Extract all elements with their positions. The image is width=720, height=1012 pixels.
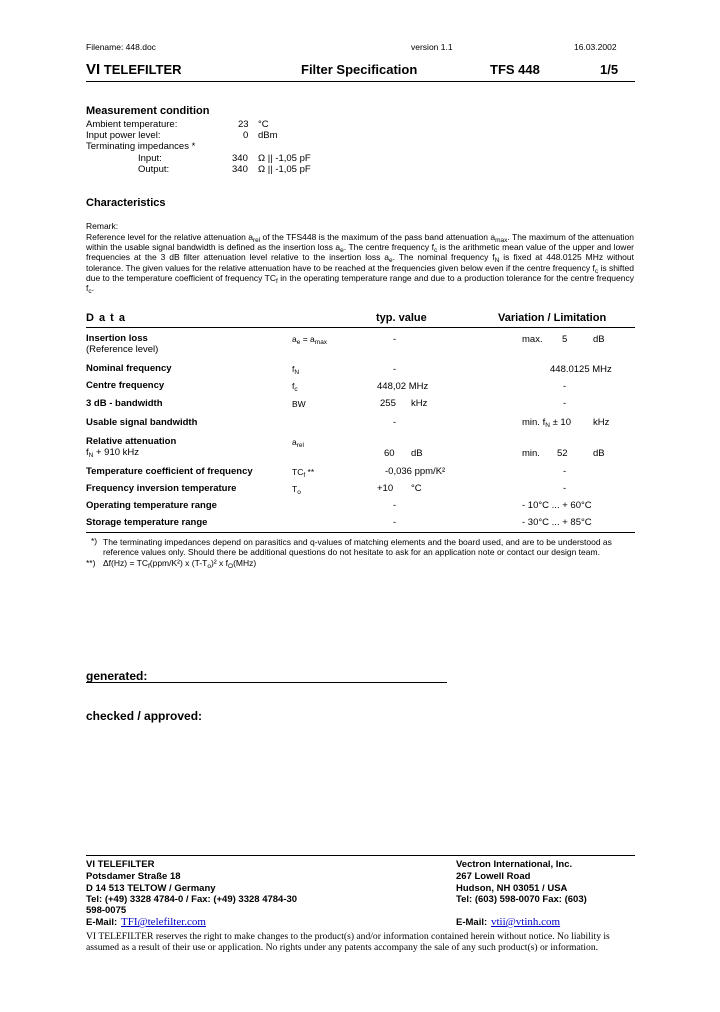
usable-bandwidth-var-unit: kHz xyxy=(593,417,610,428)
insertion-loss-var-unit: dB xyxy=(593,334,605,345)
footer-right-tel: Tel: (603) 598-0070 Fax: (603) xyxy=(456,894,587,905)
centre-frequency-var: - xyxy=(563,381,567,392)
output-unit: Ω || -1,05 pF xyxy=(258,164,311,175)
nominal-frequency-label: Nominal frequency xyxy=(86,363,172,374)
characteristics-heading: Characteristics xyxy=(86,197,166,209)
centre-frequency-symbol: $f_c$ xyxy=(292,381,298,393)
relative-attenuation-var-unit: dB xyxy=(593,448,605,459)
bandwidth-3db-typ: 255 xyxy=(380,398,396,409)
footer-left-street: Potsdamer Straße 18 xyxy=(86,871,181,882)
relative-attenuation-label: Relative attenuation xyxy=(86,436,177,447)
usable-bandwidth-typ: - xyxy=(393,417,397,428)
disclaimer-line-2: assumed as a result of their use or application. No rights under any patents accompany the sale of any such product(s) or information. xyxy=(86,942,599,953)
inversion-temp-var: - xyxy=(563,483,567,494)
version: version 1.1 xyxy=(411,42,453,52)
insertion-loss-sublabel: (Reference level) xyxy=(86,344,159,355)
footnote-2-formula: $\Delta f(Hz) = TC_f(ppm/K^2)$ x $(T-T_o)^2$ x $f_O(MHz)$ xyxy=(103,558,257,570)
footnote-1-mark: *) xyxy=(91,536,98,546)
nominal-frequency-symbol: $f_N$ xyxy=(292,364,300,376)
footer-right-tel-continued: 598-0075 xyxy=(86,905,127,916)
relative-attenuation-symbol: $a_{rel}$ xyxy=(292,437,304,449)
temp-coefficient-symbol: $TC_f$ ** xyxy=(292,467,315,479)
col-data-header: D a t a xyxy=(86,312,127,324)
inversion-temp-typ-unit: °C xyxy=(411,483,422,494)
page-number: 1/5 xyxy=(600,62,619,77)
footer-right-name: Vectron International, Inc. xyxy=(456,859,573,870)
date: 16.03.2002 xyxy=(574,42,617,52)
insertion-loss-var: max. xyxy=(522,334,543,345)
temp-coefficient-var: - xyxy=(563,466,567,477)
footnote-1-line-2: reference values only. Should there be additional questions do not hesitate to ask for an application note or contact our design team. xyxy=(103,547,600,557)
document-title: Filter Specification xyxy=(301,62,418,77)
remark-text: Reference level for the relative attenuation $a_{rel}$ of the TFS448 is the maximum of the pass band attenuation $a_{max}$. The maximum of the attenuation within the usable signal bandwidth is defined as the insertion loss $a_e$. The centre frequency $f_c$ is the arithmetic mean value of the upper and lower frequencies at the 3 dB filter attenuation level relative to the insertion loss $a_e$. The nominal frequency $f_N$ is fixed at 448.0125 MHz without tolerance. The given values for the relative attenuation have to be reached at the frequencies given below even if the centre frequency $f_c$ is shifted due to the temperature coefficient of frequency $TC_f$ in the operating temperature range and due to a production tolerance for the centre frequency $f_c$. xyxy=(86,232,634,296)
footer-left-name: VI TELEFILTER xyxy=(86,859,155,870)
temp-coefficient-label: Temperature coefficient of frequency xyxy=(86,466,253,477)
inversion-temp-symbol: $T_o$ xyxy=(292,484,301,496)
operating-temp-var: - 10°C ... + 60°C xyxy=(522,500,592,511)
footer-right-email-link[interactable]: vtii@vtinh.com xyxy=(491,916,561,928)
input-label: Input: xyxy=(138,153,162,164)
relative-attenuation-typ: 60 xyxy=(384,448,395,459)
inversion-temp-label: Frequency inversion temperature xyxy=(86,483,237,494)
operating-temp-label: Operating temperature range xyxy=(86,500,217,511)
relative-attenuation-var-value: 52 xyxy=(557,448,568,459)
remark-label: Remark: xyxy=(86,221,119,231)
output-value: 340 xyxy=(232,164,248,175)
power-level-unit: dBm xyxy=(258,130,278,141)
storage-temp-typ: - xyxy=(393,517,397,528)
footer-divider xyxy=(86,855,635,856)
insertion-loss-label: Insertion loss xyxy=(86,333,148,344)
input-unit: Ω || -1,05 pF xyxy=(258,153,311,164)
ambient-temp-value: 23 xyxy=(238,119,249,130)
power-level-value: 0 xyxy=(243,130,249,141)
footer-right-email-label: E-Mail: xyxy=(456,917,488,928)
footnote-1-line-1: The terminating impedances depend on parasitics and q-values of matching elements and the board used, and are to be understood as xyxy=(103,537,612,547)
nominal-frequency-typ: - xyxy=(393,364,397,375)
part-number: TFS 448 xyxy=(490,62,540,77)
checked-approved-label: checked / approved: xyxy=(86,709,203,723)
bandwidth-3db-label: 3 dB - bandwidth xyxy=(86,398,163,409)
col-var-header: Variation / Limitation xyxy=(498,312,607,324)
relative-attenuation-var: min. xyxy=(522,448,540,459)
nominal-frequency-var: 448.0125 MHz xyxy=(550,364,612,375)
relative-attenuation-typ-unit: dB xyxy=(411,448,423,459)
input-value: 340 xyxy=(232,153,248,164)
footnote-2-mark: **) xyxy=(86,558,96,568)
footer-left-tel: Tel: (+49) 3328 4784-0 / Fax: (+49) 3328 4784-30 xyxy=(86,894,298,905)
output-label: Output: xyxy=(138,164,170,175)
ambient-temp-unit: °C xyxy=(258,119,269,130)
measurement-heading: Measurement condition xyxy=(86,105,210,117)
usable-bandwidth-label: Usable signal bandwidth xyxy=(86,417,198,428)
storage-temp-var: - 30°C ... + 85°C xyxy=(522,517,592,528)
operating-temp-typ: - xyxy=(393,500,397,511)
temp-coefficient-typ: -0,036 ppm/K² xyxy=(385,466,446,477)
table-header-divider xyxy=(86,327,635,328)
terminating-impedances-label: Terminating impedances * xyxy=(86,141,196,152)
centre-frequency-typ: 448,02 MHz xyxy=(377,381,429,392)
footer-right-city: Hudson, NH 03051 / USA xyxy=(456,883,568,894)
relative-attenuation-sublabel: $f_N + 910$ kHz xyxy=(86,447,140,459)
footer-left-email-link[interactable]: TFI@telefilter.com xyxy=(121,916,206,928)
bandwidth-3db-typ-unit: kHz xyxy=(411,398,428,409)
table-bottom-divider xyxy=(86,532,635,533)
footer-right-street: 267 Lowell Road xyxy=(456,871,531,882)
usable-bandwidth-var: min. $f_N \pm 10$ xyxy=(522,417,571,429)
footer-left-city: D 14 513 TELTOW / Germany xyxy=(86,883,216,894)
power-level-label: Input power level: xyxy=(86,130,161,141)
insertion-loss-typ: - xyxy=(393,334,397,345)
bandwidth-3db-var: - xyxy=(563,398,567,409)
ambient-temp-label: Ambient temperature: xyxy=(86,119,178,130)
disclaimer-line-1: VI TELEFILTER reserves the right to make changes to the product(s) and/or information contained herein without notice. No liability is xyxy=(86,931,610,942)
insertion-loss-var-value: 5 xyxy=(562,334,568,345)
centre-frequency-label: Centre frequency xyxy=(86,380,165,391)
company-logo-text: VI TELEFILTER xyxy=(86,61,182,78)
storage-temp-label: Storage temperature range xyxy=(86,517,208,528)
inversion-temp-typ: +10 xyxy=(377,483,394,494)
col-typ-header: typ. value xyxy=(376,312,427,324)
footer-left-email-label: E-Mail: xyxy=(86,917,118,928)
bandwidth-3db-symbol: BW xyxy=(292,399,306,409)
generated-signature-line xyxy=(86,682,447,683)
filename: Filename: 448.doc xyxy=(86,42,156,52)
insertion-loss-symbol: $a_e = a_{max}$ xyxy=(292,334,328,346)
generated-label: generated: xyxy=(86,669,148,683)
header-divider xyxy=(86,81,635,82)
